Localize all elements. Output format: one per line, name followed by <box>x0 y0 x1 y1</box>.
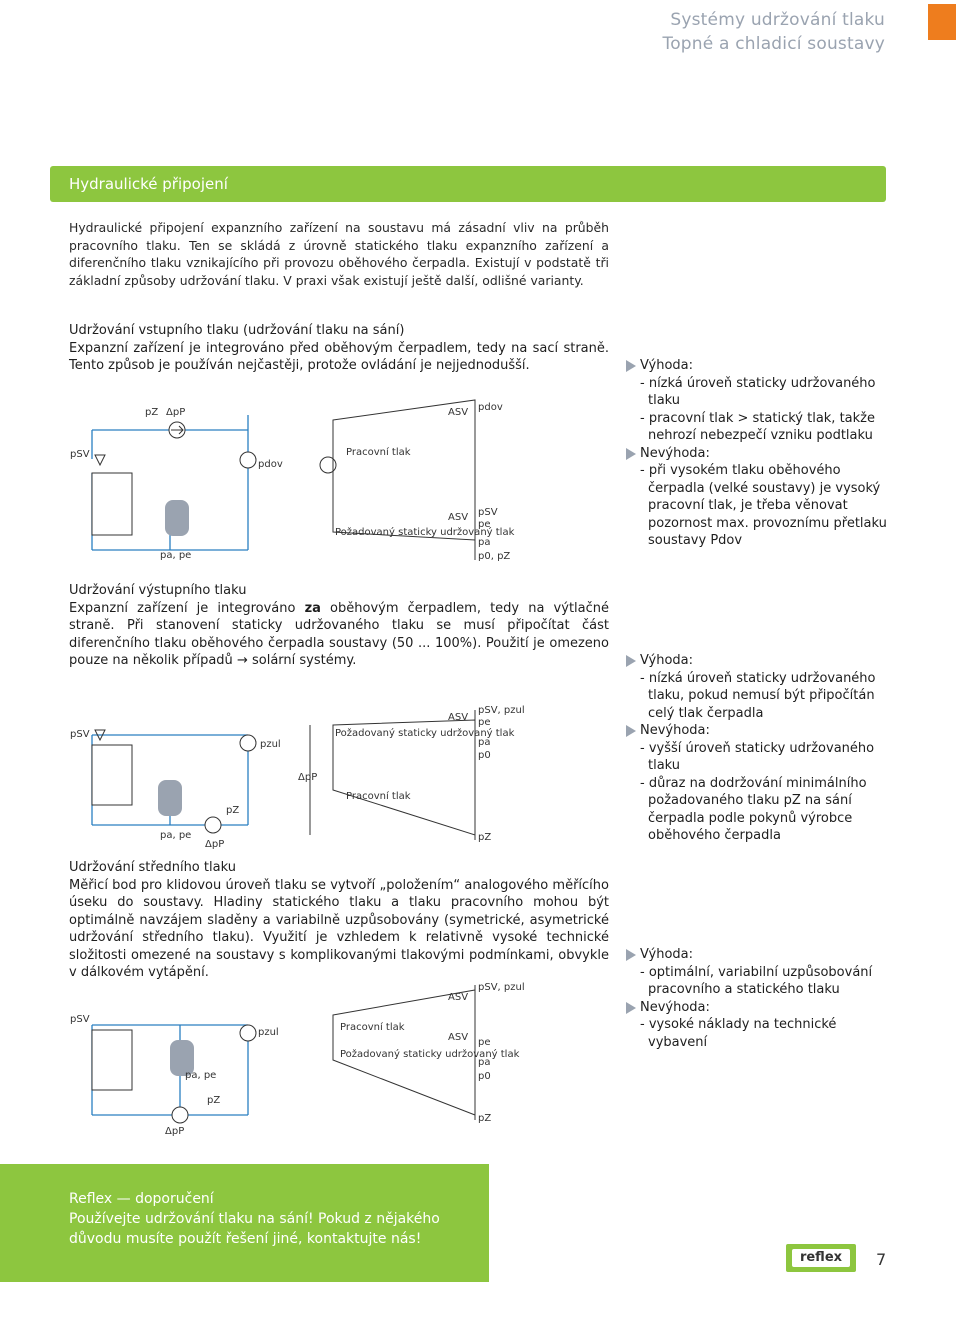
section-1-body: Expanzní zařízení je integrováno před oběhovým čerpadlem, tedy na sací straně. Tento způsob je používán nejčastěji, protože ovládání je nejjednodušší. <box>69 340 609 373</box>
section-1-adv-2: - pracovní tlak > statický tlak, takže nehrozí nebezpečí vzniku podtlaku <box>640 410 875 443</box>
label-asv: ASV <box>448 712 469 723</box>
label-p0: p0 <box>478 750 491 761</box>
section-3-dis-label: Nevýhoda: <box>640 999 890 1017</box>
label-pracovni-tlak: Pracovní tlak <box>346 791 411 802</box>
section-3-proscons <box>640 946 890 1051</box>
label-dpp: ΔpP <box>166 407 186 418</box>
label-asv: ASV <box>448 407 469 418</box>
diagram-outlet-pressure <box>70 695 590 855</box>
pump-icon <box>205 817 221 833</box>
section-1-dis-label: Nevýhoda: <box>640 445 890 463</box>
section-2-adv-1: - nízká úroveň staticky udržovaného tlaku, pokud nemusí být připočítán celý tlak čerpadla <box>640 670 876 721</box>
label-dpp: ΔpP <box>205 839 225 850</box>
diagram-mid-pressure <box>70 975 590 1140</box>
label-pozadovany-tlak: Požadovaný staticky udržovaný tlak <box>335 527 515 538</box>
section-1-dis-1: - při vysokém tlaku oběhového čerpadla (velké soustavy) je vysoký pracovní tlak, je třeba věnovat pozornost max. provoznímu přetlaku soustavy Pdov <box>640 463 887 548</box>
label-pz-2: pZ <box>478 832 492 843</box>
label-pz-2: pZ <box>478 1113 492 1124</box>
section-2-dis-label: Nevýhoda: <box>640 722 890 740</box>
section-2-title: Udržování výstupního tlaku <box>69 583 247 598</box>
section-outlet-pressure <box>69 582 609 670</box>
label-pdov: pdov <box>258 459 283 470</box>
section-2-body-d: solární systémy. <box>247 653 357 668</box>
label-pa: pa <box>478 1057 491 1068</box>
label-asv: ASV <box>448 992 469 1003</box>
banner-title: Hydraulické připojení <box>69 175 228 193</box>
reflex-logo <box>786 1244 856 1272</box>
label-pa: pa <box>478 737 491 748</box>
label-psv: pSV <box>70 729 90 740</box>
label-pe: pe <box>478 519 491 530</box>
label-pape: pa, pe <box>160 830 192 841</box>
section-1-title: Udržování vstupního tlaku (udržování tlaku na sání) <box>69 323 405 338</box>
header-line-1: Systémy udržování tlaku <box>670 10 885 30</box>
section-mid-pressure <box>69 859 609 982</box>
section-2-body-c: oběhovým čerpadlem, tedy na výtlačné straně. Při stanovení staticky udržovaného tlaku se musí připočítat část diferenčního tlaku oběhového čerpadla soustavy (50 ... 100%). Použití je omezeno pouze na několik případů <box>69 600 610 668</box>
label-psv: pSV <box>70 449 90 460</box>
section-1-proscons <box>640 357 890 550</box>
section-3-body: Měřicí bod pro klidovou úroveň tlaku se vytvoří „položením“ analogového měřícího úseku do soustavy. Hladiny statického tlaku a tlaku pracovního mohou být optimálně navzájem sladěny a variabilně uzpůsobovány (symetrické, asymetrické udržování středního tlaku). Využití je vzhledem k relativně vysoké technické složitosti omezené na soustavy s komplikovanými tlakovými podmínkami, obvykle v dálkovém vytápění. <box>69 877 609 980</box>
section-3-adv-label: Výhoda: <box>640 946 890 964</box>
label-psv-pzul: pSV, pzul <box>478 705 525 716</box>
label-pozadovany-tlak: Požadovaný staticky udržovaný tlak <box>340 1049 520 1060</box>
recommendation-title: Reflex — doporučení <box>69 1191 214 1207</box>
section-2-dis-1: - vyšší úroveň staticky udržovaného tlaku <box>640 740 875 773</box>
recommendation-box <box>0 1164 489 1282</box>
section-3-dis-1: - vysoké náklady na technické vybavení <box>640 1017 837 1050</box>
label-pa: pa <box>478 537 491 548</box>
header-line-2: Topné a chladicí soustavy <box>662 34 885 54</box>
label-dpp: ΔpP <box>165 1126 185 1137</box>
label-psv: pSV <box>70 1014 90 1025</box>
orange-corner-mark <box>928 4 956 40</box>
recommendation-body: Používejte udržování tlaku na sání! Pokud z nějakého důvodu musíte použít řešení jiné, kontaktujte nás! <box>69 1211 440 1247</box>
label-pe: pe <box>478 717 491 728</box>
diagram-inlet-pressure <box>70 395 590 570</box>
label-asv-2: ASV <box>448 512 469 523</box>
label-pz: pZ <box>207 1095 221 1106</box>
label-pape: pa, pe <box>160 550 192 561</box>
section-2-body-a: Expanzní zařízení je integrováno <box>69 600 305 616</box>
section-2-proscons <box>640 652 890 845</box>
label-pzul: pzul <box>258 1027 279 1038</box>
arrow-icon: → <box>236 653 248 668</box>
label-p0: p0 <box>478 1071 491 1082</box>
label-dpp-2: ΔpP <box>298 772 318 783</box>
label-psv-2: pSV <box>478 507 498 518</box>
label-pe: pe <box>478 1037 491 1048</box>
section-banner <box>50 166 886 202</box>
expansion-vessel-icon <box>165 500 189 536</box>
section-3-title: Udržování středního tlaku <box>69 860 236 875</box>
logo-text: reflex <box>792 1249 850 1267</box>
page-number: 7 <box>876 1250 887 1269</box>
section-2-body-b: za <box>304 600 321 616</box>
pump-icon <box>172 1107 188 1123</box>
label-pape: pa, pe <box>185 1070 217 1081</box>
label-pdov-2: pdov <box>478 402 503 413</box>
expansion-vessel-icon <box>158 780 182 816</box>
label-pz: pZ <box>145 407 159 418</box>
section-inlet-pressure <box>69 322 609 375</box>
section-2-dis-2: - důraz na dodržování minimálního požadovaného tlaku pZ na sání čerpadla podle pokynů výrobce oběhového čerpadla <box>640 775 867 843</box>
section-1-adv-label: Výhoda: <box>640 357 890 375</box>
intro-paragraph: Hydraulické připojení expanzního zařízení na soustavu má zásadní vliv na průběh pracovního tlaku. Ten se skládá z úrovně statického tlaku expanzního zařízení a diferenčního tlaku vznikajícího při provozu oběhového čerpadla. Existují v podstatě tři základní způsoby udržování tlaku. V praxi však existují ještě další, odlišné varianty. <box>69 220 609 288</box>
label-pozadovany-tlak: Požadovaný staticky udržovaný tlak <box>335 728 515 739</box>
label-psv-pzul: pSV, pzul <box>478 982 525 993</box>
label-pracovni-tlak: Pracovní tlak <box>346 447 411 458</box>
label-pzul: pzul <box>260 739 281 750</box>
label-pz: pZ <box>226 805 240 816</box>
label-asv-2: ASV <box>448 1032 469 1043</box>
page-header <box>663 8 886 56</box>
section-3-adv-1: - optimální, variabilní uzpůsobování pracovního a statického tlaku <box>640 964 873 997</box>
label-p0-pz: p0, pZ <box>478 551 511 562</box>
section-1-adv-1: - nízká úroveň staticky udržovaného tlaku <box>640 375 876 408</box>
section-2-adv-label: Výhoda: <box>640 652 890 670</box>
label-pracovni-tlak: Pracovní tlak <box>340 1022 405 1033</box>
